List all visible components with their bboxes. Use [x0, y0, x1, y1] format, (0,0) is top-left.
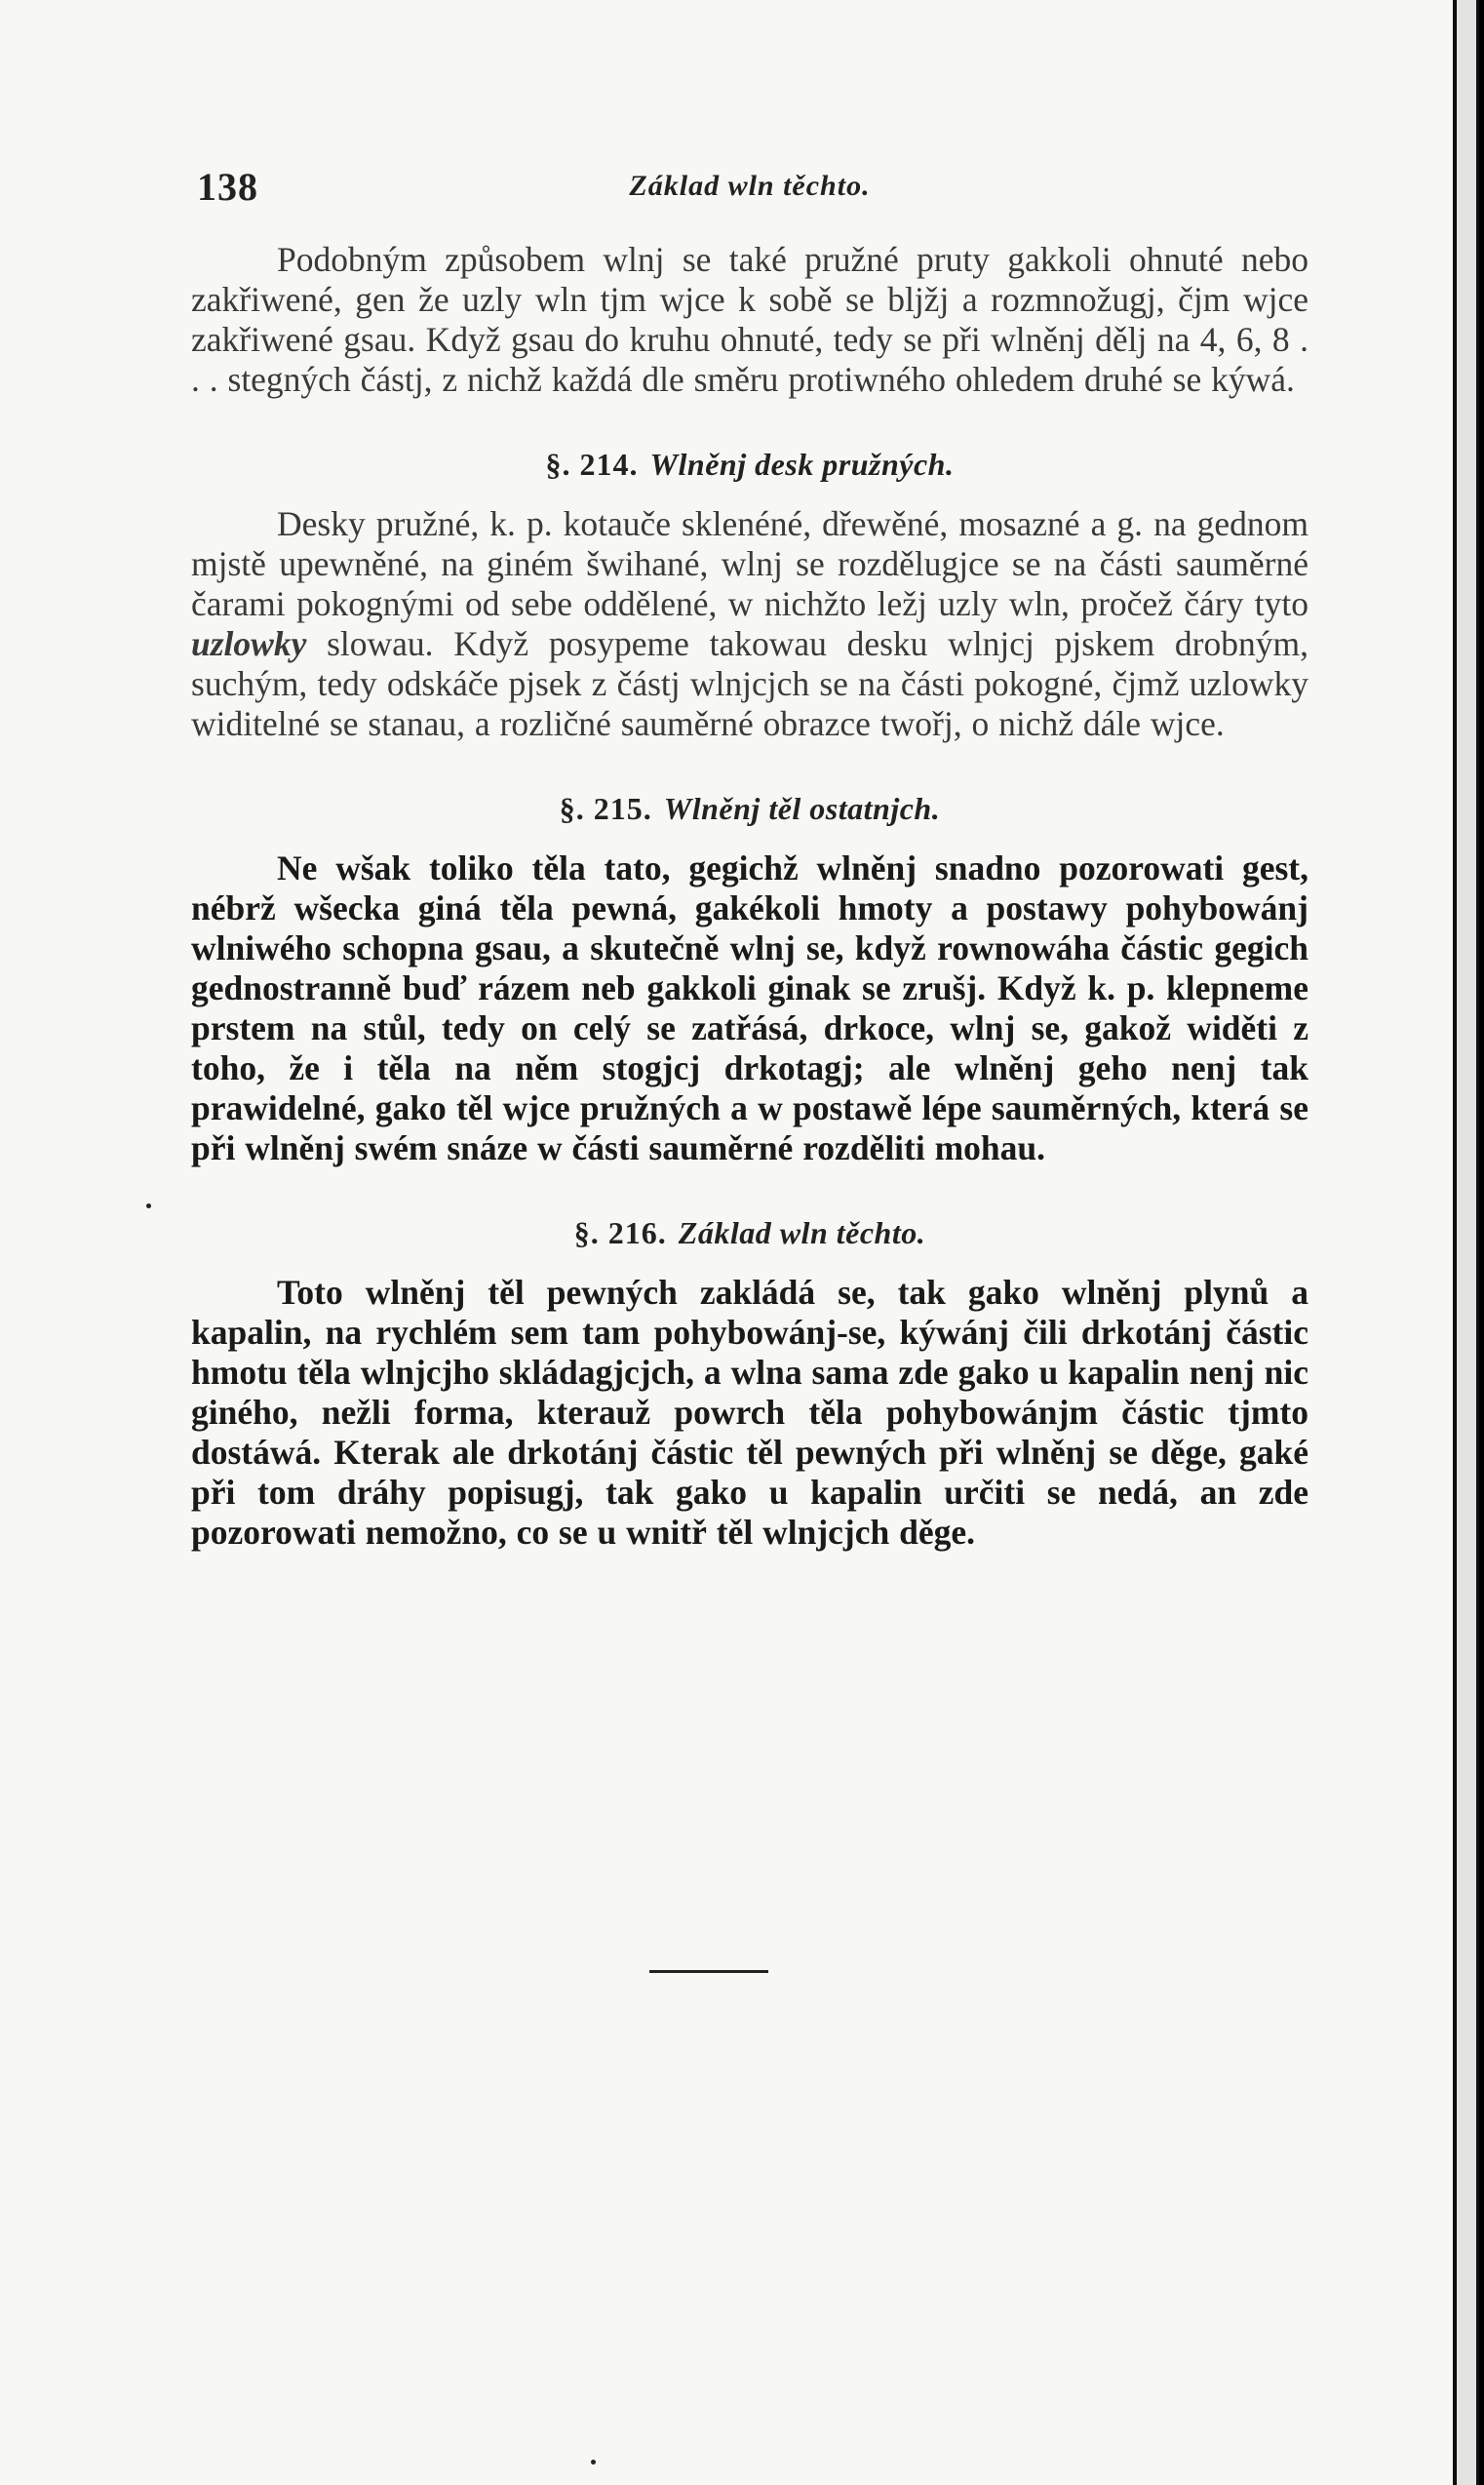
paragraph-2-text-a: Desky pružné, k. p. kotauče sklenéné, dřewěné, mosazné a g. na gednom mjstě upewněné, na giném šwihané, wlnj se rozdělugjce se na části sauměrné čarami pokognými od sebe oddělené, w nichžto ležj uzly wln, pročež čáry tyto [191, 504, 1308, 623]
emphasized-term: uzlowky [191, 624, 307, 663]
section-number: §. 215. [559, 791, 652, 826]
paragraph-2-text-b: slowau. Když posypeme takowau desku wlnjcj pjskem drobným, suchým, tedy odskáče pjsek z částj wlnjcjch se na části pokogné, čjmž uzlowky widitelné se stanau, a rozličné sauměrné obrazce twořj, o nichž dále wjce. [191, 624, 1308, 743]
section-number: §. 214. [545, 447, 639, 482]
paragraph-1: Podobným způsobem wlnj se také pružné pruty gakkoli ohnuté nebo zakřiwené, gen že uzly wln tjm wjce k sobě se bljžj a rozmnožugj, čjm wjce zakřiwené gsau. Když gsau do kruhu ohnuté, tedy se při wlněnj dělj na 4, 6, 8 . . . stegných částj, z nichž každá dle směru protiwného ohledem druhé se kýwá. [191, 240, 1308, 399]
section-heading-216 [191, 1215, 1308, 1251]
page-edge-line-outer [1476, 0, 1479, 2485]
section-heading-214 [191, 447, 1308, 483]
page-content [191, 164, 1308, 1553]
page-edge-strip [1457, 0, 1476, 2485]
running-title: Základ wln těchto. [629, 170, 871, 202]
section-title: Wlněnj těl ostatnjch. [663, 791, 941, 826]
paragraph-3: Ne wšak toliko těla tato, gegichž wlněnj snadno pozorowati gest, nébrž wšecka giná těla pewná, gakékoli hmoty a postawy pohybowánj wlniwého schopna gsau, a skutečně wlnj se, když rownowáha částic gegich gednostranně buď rázem neb gakkoli ginak se zrušj. Když k. p. klepneme prstem na stůl, tedy on celý se zatřásá, drkoce, wlnj se, gakož widěti z toho, že i těla na něm stogjcj drkotagj; ale wlněnj geho nenj tak prawidelné, gako těl wjce pružných a w postawě lépe sauměrných, která se při wlněnj swém snáze w části sauměrné rozděliti mohau. [191, 848, 1308, 1167]
page-edge-line [1453, 0, 1456, 2485]
end-rule [649, 1970, 768, 1973]
page-header [191, 164, 1308, 211]
paragraph-4: Toto wlněnj těl pewných zakládá se, tak gako wlněnj plynů a kapalin, na rychlém sem tam pohybowánj-se, kýwánj čili drkotánj částic hmotu těla wlnjcjho skládagjcjch, a wlna sama zde gako u kapalin nenj nic giného, nežli forma, kterauž powrch těla pohybowánjm částic tjmto dostáwá. Kterak ale drkotánj částic těl pewných při wlněnj se děge, gaké při tom dráhy popisugj, tak gako u kapalin určiti se nedá, an zde pozorowati nemožno, co se u wnitř těl wlnjcjch děge. [191, 1273, 1308, 1552]
speck [146, 1203, 151, 1208]
section-number: §. 216. [573, 1215, 667, 1250]
speck [591, 2460, 596, 2465]
section-heading-215 [191, 791, 1308, 827]
page-number: 138 [197, 165, 258, 209]
paragraph-2 [191, 504, 1308, 744]
section-title: Wlněnj desk pružných. [649, 447, 955, 482]
section-title: Základ wln těchto. [678, 1215, 926, 1250]
